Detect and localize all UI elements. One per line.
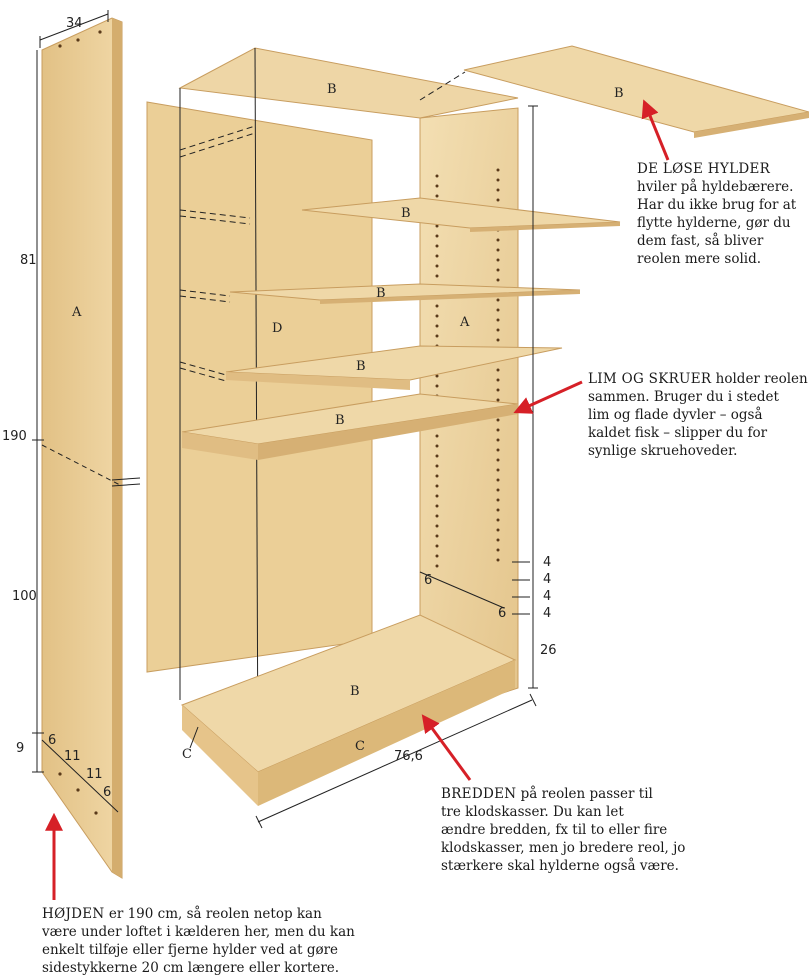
dim-hole-right: 6 [498,606,507,621]
pin-hole [497,389,500,392]
label-plinth-side: C [182,747,192,762]
note-width-body: på reolen passer til tre klodskasser. Du kan let ændre bredden, fx til to eller fire klodskasser, men jo bredere reol, jo stærkere skal hylderne også være. [441,786,686,874]
pin-hole [497,419,500,422]
dim-upper-height: 81 [20,253,37,268]
pin-hole [436,325,439,328]
pin-hole [436,445,439,448]
pin-hole [497,279,500,282]
pin-hole [497,499,500,502]
dim-hole-row1: 4 [543,555,552,570]
note-loose-shelves [637,160,809,268]
pin-hole [497,269,500,272]
label-side-right: A [460,315,470,330]
pin-hole [436,335,439,338]
pin-hole [497,489,500,492]
pin-hole [436,515,439,518]
arrow-width [426,720,470,780]
dim-hole-left: 6 [424,573,433,588]
pin-hole [436,465,439,468]
label-shelf-3: B [356,359,366,374]
pin-hole [436,315,439,318]
top-panel [180,48,518,118]
note-width-title: BREDDEN [441,786,517,802]
side-panel-left [42,18,140,878]
pin-hole [436,385,439,388]
pin-hole [436,255,439,258]
label-shelf-4: B [335,413,345,428]
pin-hole [497,369,500,372]
dim-depth: 34 [66,16,83,31]
dim-6a: 6 [48,733,57,748]
note-loose-shelves-body: hviler på hyldebærere. Har du ikke brug for at flytte hylderne, gør du dem fast, så bliver reolen mere solid. [637,179,797,267]
pin-hole [436,245,439,248]
back-panel [147,102,372,672]
pin-hole [497,199,500,202]
pin-hole [497,399,500,402]
dim-6b: 6 [103,785,112,800]
pin-hole [497,459,500,462]
note-width [441,785,741,875]
pin-hole [497,519,500,522]
pin-hole [436,435,439,438]
pin-hole [497,549,500,552]
dim-hole-row2: 4 [543,572,552,587]
pin-hole [497,379,500,382]
dim-hole-row4: 4 [543,606,552,621]
pin-hole [436,485,439,488]
label-bottom: B [350,684,360,699]
pin-hole [497,479,500,482]
pin-hole [497,469,500,472]
note-glue-screws-title: LIM OG SKRUER [588,371,712,387]
pin-hole [436,195,439,198]
pin-hole [497,179,500,182]
pin-hole [497,319,500,322]
pin-hole [497,429,500,432]
label-back: D [272,321,283,336]
pin-hole [436,545,439,548]
label-shelf-2: B [376,286,386,301]
pin-hole [436,235,439,238]
dim-total-height: 190 [2,429,27,444]
pin-hole [497,259,500,262]
pin-hole [436,475,439,478]
pin-hole [436,555,439,558]
dim-lower-height: 100 [12,589,37,604]
pin-hole [436,455,439,458]
pin-hole [436,535,439,538]
dim-11b: 11 [86,767,103,782]
pin-hole [497,329,500,332]
pin-hole [497,539,500,542]
pin-hole [497,169,500,172]
pin-hole [497,339,500,342]
note-glue-screws-body: holder reolen sammen. Bruger du i stedet lim og flade dyvler – også kaldet fisk – slipper du for synlige skruehoveder. [588,371,808,459]
pin-hole [436,265,439,268]
pin-hole [497,529,500,532]
pin-hole [436,525,439,528]
pin-hole [497,449,500,452]
pin-hole [436,565,439,568]
pin-hole [436,175,439,178]
dim-width: 76,6 [394,749,423,764]
label-shelf-1: B [401,206,411,221]
dim-plinth-height: 9 [16,741,25,756]
pin-hole [497,239,500,242]
note-height [42,905,402,977]
pin-hole [436,495,439,498]
pin-hole [436,275,439,278]
pin-hole [497,509,500,512]
label-side-left: A [72,305,82,320]
pin-hole [436,505,439,508]
pin-hole [497,309,500,312]
pin-hole [436,305,439,308]
pin-hole [497,189,500,192]
pin-hole [497,559,500,562]
note-loose-shelves-title: DE LØSE HYLDER [637,161,771,177]
note-height-body: er 190 cm, så reolen netop kan være under loftet i kælderen her, men du kan enkelt tilføje eller fjerne hylder ved at gøre sidestykkerne 20 cm længere eller kortere. [42,906,355,976]
dim-hole-row3: 4 [543,589,552,604]
pin-hole [497,249,500,252]
pin-hole [497,439,500,442]
label-loose-shelf: B [614,86,624,101]
arrow-glue-screws [520,382,582,410]
label-top: B [327,82,337,97]
pin-hole [436,185,439,188]
label-plinth-front: C [355,739,365,754]
note-glue-screws [588,370,809,460]
dim-plinth-gap: 26 [540,643,557,658]
note-height-title: HØJDEN [42,906,105,922]
dim-11a: 11 [64,749,81,764]
pin-hole [497,299,500,302]
